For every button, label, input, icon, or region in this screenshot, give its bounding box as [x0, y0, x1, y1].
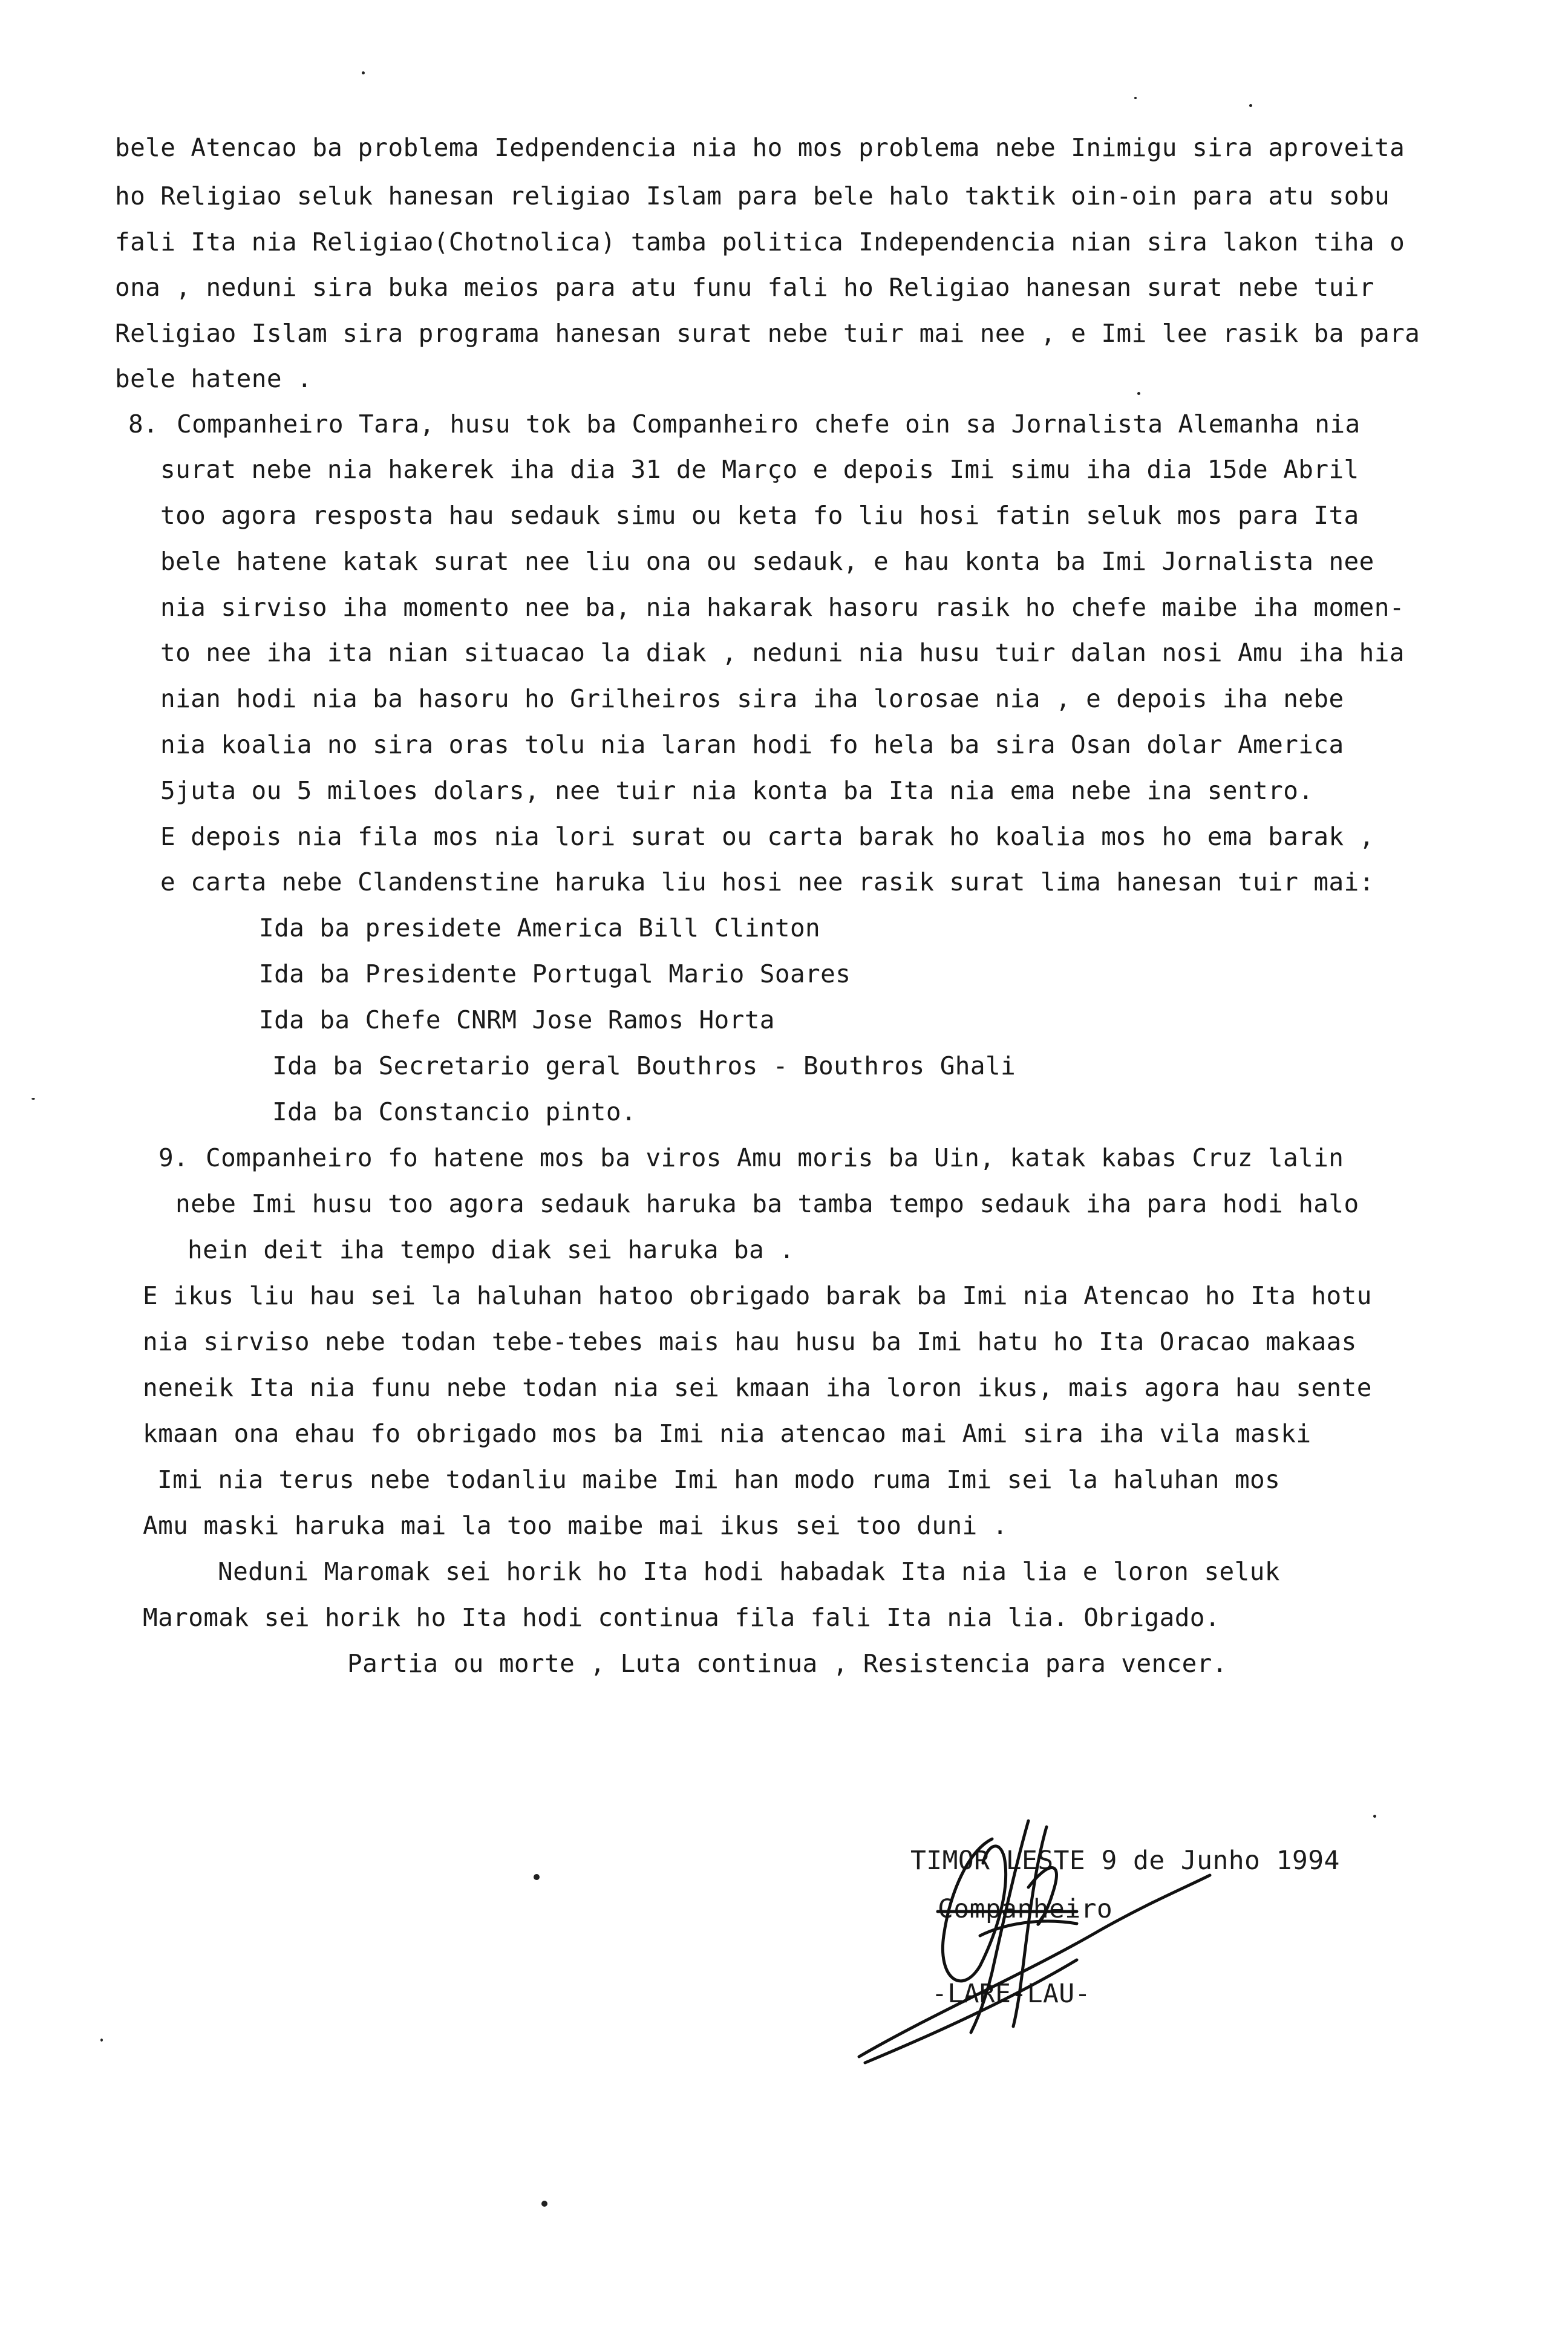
text-line: nia sirviso nebe todan tebe-tebes mais hau husu ba Imi hatu ho Ita Oracao makaas	[143, 1327, 1357, 1356]
text-line: 5juta ou 5 miloes dolars, nee tuir nia konta ba Ita nia ema nebe ina sentro.	[160, 776, 1314, 805]
text-line: neneik Ita nia funu nebe todan nia sei kmaan iha loron ikus, mais agora hau sente	[143, 1373, 1372, 1402]
text-line: Maromak sei horik ho Ita hodi continua fila fali Ita nia lia. Obrigado.	[143, 1603, 1220, 1632]
recipient-line: Ida ba Secretario geral Bouthros - Bouthros Ghali	[272, 1051, 1016, 1080]
text-line: kmaan ona ehau fo obrigado mos ba Imi nia atencao mai Ami sira iha vila maski	[143, 1419, 1312, 1448]
scan-speck	[100, 2039, 103, 2042]
text-line: Companheiro Tara, husu tok ba Companheiro chefe oin sa Jornalista Alemanha nia	[177, 410, 1361, 439]
text-line: bele hatene katak surat nee liu ona ou sedauk, e hau konta ba Imi Jornalista nee	[160, 547, 1374, 576]
text-line: nia koalia no sira oras tolu nia laran hodi fo hela ba sira Osan dolar America	[160, 730, 1344, 759]
scan-speck	[534, 1874, 540, 1880]
text-line: Companheiro fo hatene mos ba viros Amu moris ba Uin, katak kabas Cruz lalin	[206, 1143, 1344, 1172]
scan-speck	[31, 1098, 35, 1100]
scan-speck	[541, 2201, 547, 2207]
text-line: nian hodi nia ba hasoru ho Grilheiros sira iha lorosae nia , e depois iha nebe	[160, 684, 1344, 713]
place-date: TIMOR LESTE 9 de Junho 1994	[910, 1846, 1340, 1876]
recipient-line: Ida ba Chefe CNRM Jose Ramos Horta	[259, 1005, 775, 1034]
text-line: Amu maski haruka mai la too maibe mai ikus sei too duni .	[143, 1511, 1008, 1540]
text-line: E depois nia fila mos nia lori surat ou carta barak ho koalia mos ho ema barak ,	[160, 822, 1374, 851]
signer-name: -LARE-LAU-	[932, 1979, 1091, 2009]
text-line: bele hatene .	[115, 364, 313, 393]
handwritten-signature	[847, 1815, 1270, 2087]
text-line: surat nebe nia hakerek iha dia 31 de Março e depois Imi simu iha dia 15de Abril	[160, 455, 1359, 484]
text-line: ona , neduni sira buka meios para atu funu fali ho Religiao hanesan surat nebe tuir	[115, 273, 1374, 302]
recipient-line: Ida ba Presidente Portugal Mario Soares	[259, 959, 851, 988]
recipient-line: Ida ba presidete America Bill Clinton	[259, 913, 821, 942]
text-line: Imi nia terus nebe todanliu maibe Imi han modo ruma Imi sei la haluhan mos	[157, 1465, 1281, 1494]
text-line: nia sirviso iha momento nee ba, nia hakarak hasoru rasik ho chefe maibe iha momen-	[160, 593, 1405, 622]
text-line: e carta nebe Clandenstine haruka liu hosi nee rasik surat lima hanesan tuir mai:	[160, 867, 1374, 896]
text-line: Neduni Maromak sei horik ho Ita hodi habadak Ita nia lia e loron seluk	[218, 1557, 1280, 1586]
closing-motto: Partia ou morte , Luta continua , Resistencia para vencer.	[347, 1649, 1227, 1678]
text-line: to nee iha ita nian situacao la diak , neduni nia husu tuir dalan nosi Amu iha hia	[160, 638, 1405, 667]
text-line: Religiao Islam sira programa hanesan surat nebe tuir mai nee , e Imi lee rasik ba para	[115, 319, 1420, 348]
text-line: bele Atencao ba problema Iedpendencia nia ho mos problema nebe Inimigu sira aproveita	[115, 133, 1405, 162]
item-number: 8.	[128, 410, 158, 439]
text-line: too agora resposta hau sedauk simu ou keta fo liu hosi fatin seluk mos para Ita	[160, 501, 1359, 530]
text-line: ho Religiao seluk hanesan religiao Islam para bele halo taktik oin-oin para atu sobu	[115, 181, 1390, 211]
text-line: nebe Imi husu too agora sedauk haruka ba tamba tempo sedauk iha para hodi halo	[175, 1189, 1359, 1218]
scan-speck	[362, 71, 365, 74]
item-number: 9.	[158, 1143, 189, 1172]
scan-speck	[1134, 97, 1137, 99]
scan-speck	[1137, 392, 1140, 395]
text-line: E ikus liu hau sei la haluhan hatoo obrigado barak ba Imi nia Atencao ho Ita hotu	[143, 1281, 1372, 1310]
scan-speck	[1373, 1815, 1376, 1818]
scan-speck	[1249, 104, 1252, 107]
text-line: hein deit iha tempo diak sei haruka ba .	[188, 1235, 795, 1264]
signer-title: Companheiro	[938, 1894, 1113, 1924]
text-line: fali Ita nia Religiao(Chotnolica) tamba politica Independencia nian sira lakon tiha o	[115, 227, 1405, 256]
recipient-line: Ida ba Constancio pinto.	[272, 1097, 637, 1126]
